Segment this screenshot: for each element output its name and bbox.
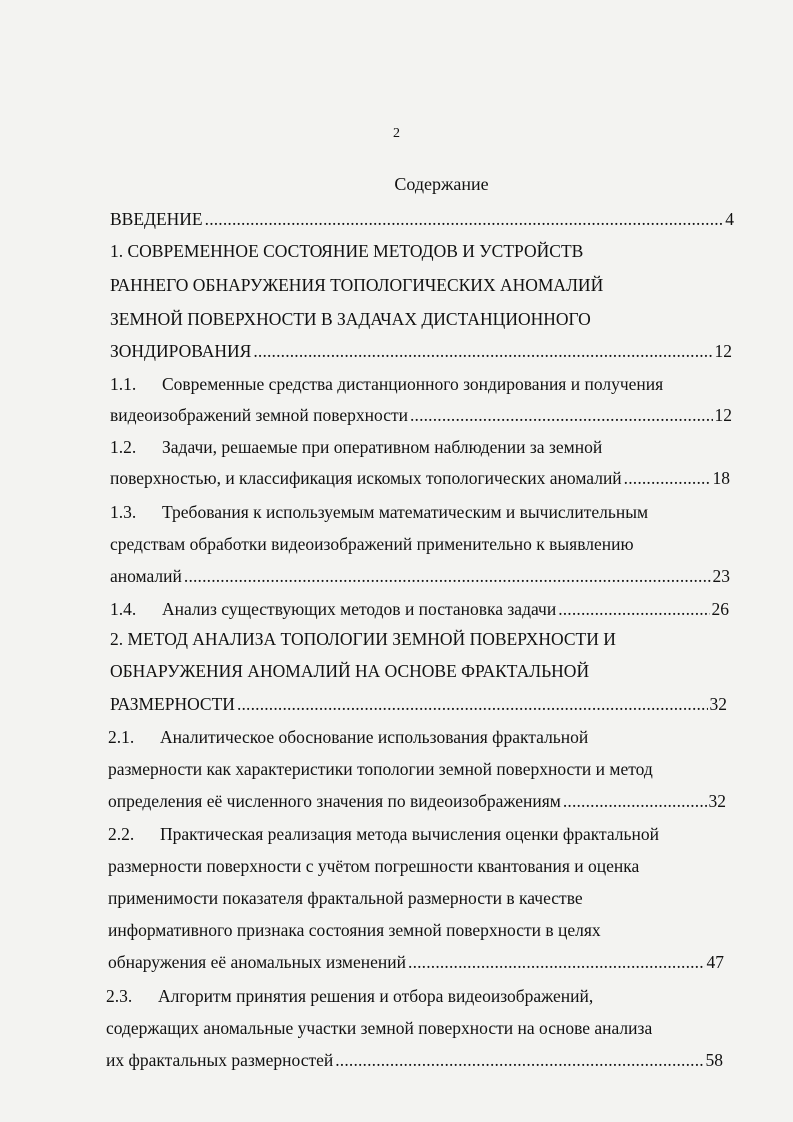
toc-chapter-1-line-1: 1. СОВРЕМЕННОЕ СОСТОЯНИЕ МЕТОДОВ И УСТРОЙСТВ xyxy=(110,241,584,261)
toc-section-2-2-line-4: информативного признака состояния земной поверхности в целях xyxy=(108,920,601,940)
toc-chapter-1-line-4 xyxy=(110,338,732,364)
toc-section-number: 2.1. xyxy=(108,727,135,747)
toc-chapter-2-line-2: ОБНАРУЖЕНИЯ АНОМАЛИЙ НА ОСНОВЕ ФРАКТАЛЬНОЙ xyxy=(110,661,590,681)
toc-entry-page: 47 xyxy=(706,952,724,972)
toc-section-1-3-line-2: средствам обработки видеоизображений применительно к выявлению xyxy=(110,534,634,554)
toc-section-2-3-line-2: содержащих аномальные участки земной поверхности на основе анализа xyxy=(106,1018,653,1038)
toc-entry-text: РАЗМЕРНОСТИ xyxy=(110,694,235,714)
toc-entry-page: 23 xyxy=(712,566,730,586)
toc-section-number: 1.3. xyxy=(110,502,137,522)
toc-section-2-2-line-2: размерности поверхности с учётом погрешности квантования и оценка xyxy=(108,856,640,876)
leader-dots xyxy=(563,788,707,814)
toc-section-number: 1.2. xyxy=(110,437,137,457)
toc-chapter-1-line-3: ЗЕМНОЙ ПОВЕРХНОСТИ В ЗАДАЧАХ ДИСТАНЦИОННОГО xyxy=(110,309,591,329)
toc-section-2-1-line-1 xyxy=(108,724,588,750)
toc-section-2-1-line-3 xyxy=(108,788,726,814)
leader-dots xyxy=(558,596,709,622)
leader-dots xyxy=(205,206,724,232)
toc-entry-text: Алгоритм принятия решения и отбора видеоизображений, xyxy=(158,986,594,1006)
toc-entry-page: 58 xyxy=(705,1050,723,1070)
toc-entry-page: 4 xyxy=(725,209,734,229)
toc-section-number: 2.2. xyxy=(108,824,135,844)
toc-entry-text: обнаружения её аномальных изменений xyxy=(108,952,407,972)
toc-section-2-3-line-3 xyxy=(106,1047,723,1073)
toc-entry-text: Анализ существующих методов и постановка задачи xyxy=(162,599,557,619)
toc-entry-page: 26 xyxy=(711,599,729,619)
toc-entry-page: 12 xyxy=(714,341,732,361)
toc-section-number: 1.4. xyxy=(110,599,137,619)
toc-section-2-2-line-5 xyxy=(108,949,724,975)
leader-dots xyxy=(410,402,713,428)
toc-entry-text: ВВЕДЕНИЕ xyxy=(110,209,203,229)
toc-entry-text: их фрактальных размерностей xyxy=(106,1050,334,1070)
toc-entry-text: Требования к используемым математическим и вычислительным xyxy=(162,502,649,522)
toc-section-1-1-line-1 xyxy=(110,371,663,397)
toc-entry-intro xyxy=(110,206,734,232)
page-number: 2 xyxy=(393,126,400,141)
toc-entry-page: 32 xyxy=(708,791,726,811)
toc-section-1-3-line-1 xyxy=(110,499,648,525)
toc-entry-page: 12 xyxy=(714,405,732,425)
toc-section-1-2-line-2 xyxy=(110,465,730,491)
leader-dots xyxy=(184,563,711,589)
toc-heading: Содержание xyxy=(394,174,489,194)
leader-dots xyxy=(408,949,704,975)
toc-entry-text: определения её численного значения по видеоизображениям xyxy=(108,791,561,811)
toc-section-2-2-line-3: применимости показателя фрактальной размерности в качестве xyxy=(108,888,583,908)
toc-entry-text: Аналитическое обоснование использования фрактальной xyxy=(160,727,589,747)
toc-section-number: 1.1. xyxy=(110,374,137,394)
toc-section-2-3-line-1 xyxy=(106,983,593,1009)
leader-dots xyxy=(237,691,708,717)
leader-dots xyxy=(624,465,711,491)
toc-entry-text: поверхностью, и классификация искомых топологических аномалий xyxy=(110,468,622,488)
toc-entry-page: 32 xyxy=(709,694,727,714)
leader-dots xyxy=(335,1047,703,1073)
toc-section-1-3-line-3 xyxy=(110,563,730,589)
toc-section-number: 2.3. xyxy=(106,986,133,1006)
toc-entry-text: видеоизображений земной поверхности xyxy=(110,405,408,425)
toc-entry-text: ЗОНДИРОВАНИЯ xyxy=(110,341,252,361)
toc-chapter-2-line-1: 2. МЕТОД АНАЛИЗА ТОПОЛОГИИ ЗЕМНОЙ ПОВЕРХНОСТИ И xyxy=(110,629,616,649)
toc-section-2-1-line-2: размерности как характеристики топологии земной поверхности и метод xyxy=(108,759,653,779)
toc-entry-text: Современные средства дистанционного зондирования и получения xyxy=(162,374,664,394)
leader-dots xyxy=(253,338,712,364)
toc-section-1-1-line-2 xyxy=(110,402,732,428)
toc-entry-text: аномалий xyxy=(110,566,182,586)
toc-section-1-2-line-1 xyxy=(110,434,602,460)
toc-entry-text: Практическая реализация метода вычисления оценки фрактальной xyxy=(160,824,659,844)
toc-section-1-4 xyxy=(110,596,729,622)
toc-chapter-1-line-2: РАННЕГО ОБНАРУЖЕНИЯ ТОПОЛОГИЧЕСКИХ АНОМАЛИЙ xyxy=(110,275,604,295)
toc-chapter-2-line-3 xyxy=(110,691,727,717)
toc-entry-text: Задачи, решаемые при оперативном наблюдении за земной xyxy=(162,437,603,457)
toc-section-2-2-line-1 xyxy=(108,821,659,847)
toc-entry-page: 18 xyxy=(712,468,730,488)
